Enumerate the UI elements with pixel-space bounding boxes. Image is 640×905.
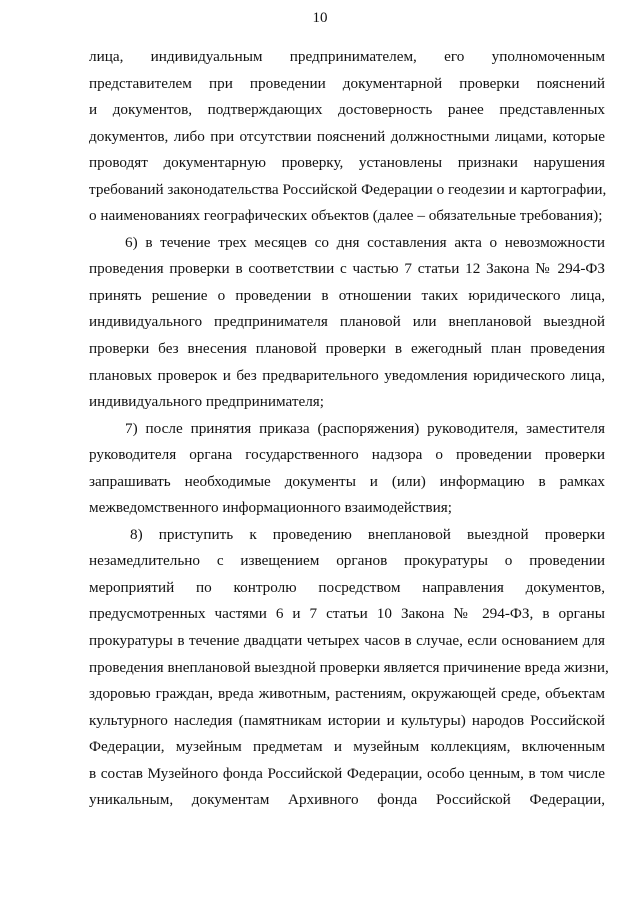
text-line: принять решение о проведении в отношении таких юридического лица,	[89, 286, 605, 304]
text-line: здоровью граждан, вреда животным, растениям, окружающей среде, объектам	[89, 685, 605, 703]
text-line: проверки без внесения плановой проверки в ежегодный план проведения	[89, 340, 605, 358]
text-line: и документов, подтверждающих достоверность ранее представленных	[89, 101, 605, 119]
text-line: проводят документарную проверку, установлены признаки нарушения	[89, 154, 605, 172]
text-line: 6) в течение трех месяцев со дня составления акта о невозможности	[125, 233, 605, 251]
text-line: уникальным, документам Архивного фонда Российской Федерации,	[89, 791, 605, 809]
text-line: лица, индивидуальным предпринимателем, его уполномоченным	[89, 48, 605, 65]
text-line: индивидуального предпринимателя плановой или внеплановой выездной	[89, 313, 605, 331]
text-line: прокуратуры в течение двадцати четырех часов в случае, если основанием для	[89, 632, 605, 650]
text-line: предусмотренных частями 6 и 7 статьи 10 Закона № 294-ФЗ, в органы	[89, 605, 605, 623]
page-number: 10	[312, 10, 328, 26]
text-line: плановых проверок и без предварительного уведомления юридического лица,	[89, 366, 605, 384]
text-line: в состав Музейного фонда Российской Федерации, особо ценным, в том числе	[89, 764, 605, 782]
text-line: проведения проверки в соответствии с частью 7 статьи 12 Закона № 294-ФЗ	[89, 260, 605, 278]
text-line: требований законодательства Российской Федерации о геодезии и картографии,	[89, 180, 607, 198]
document-body	[89, 44, 609, 814]
text-line: Федерации, музейным предметам и музейным коллекциям, включенным	[89, 738, 605, 756]
text-line: запрашивать необходимые документы и (или) информацию в рамках	[89, 472, 605, 490]
text-line: мероприятий по контролю посредством направления документов,	[89, 578, 605, 596]
text-line: межведомственного информационного взаимодействия;	[89, 499, 452, 517]
text-line: проведения внеплановой выездной проверки является причинение вреда жизни,	[89, 658, 609, 676]
text-line: 8) приступить к проведению внеплановой выездной проверки	[130, 525, 605, 543]
text-line: 7) после принятия приказа (распоряжения) руководителя, заместителя	[125, 419, 605, 437]
text-line: документов, либо при отсутствии пояснений должностными лицами, которые	[89, 127, 605, 145]
text-line: незамедлительно с извещением органов прокуратуры о проведении	[89, 552, 605, 570]
text-line: индивидуального предпринимателя;	[89, 393, 324, 411]
text-line: о наименованиях географических объектов (далее – обязательные требования);	[89, 207, 603, 225]
text-line: представителем при проведении документарной проверки пояснений	[89, 74, 605, 92]
text-line: руководителя органа государственного надзора о проведении проверки	[89, 446, 605, 464]
text-line: культурного наследия (памятникам истории и культуры) народов Российской	[89, 711, 605, 729]
